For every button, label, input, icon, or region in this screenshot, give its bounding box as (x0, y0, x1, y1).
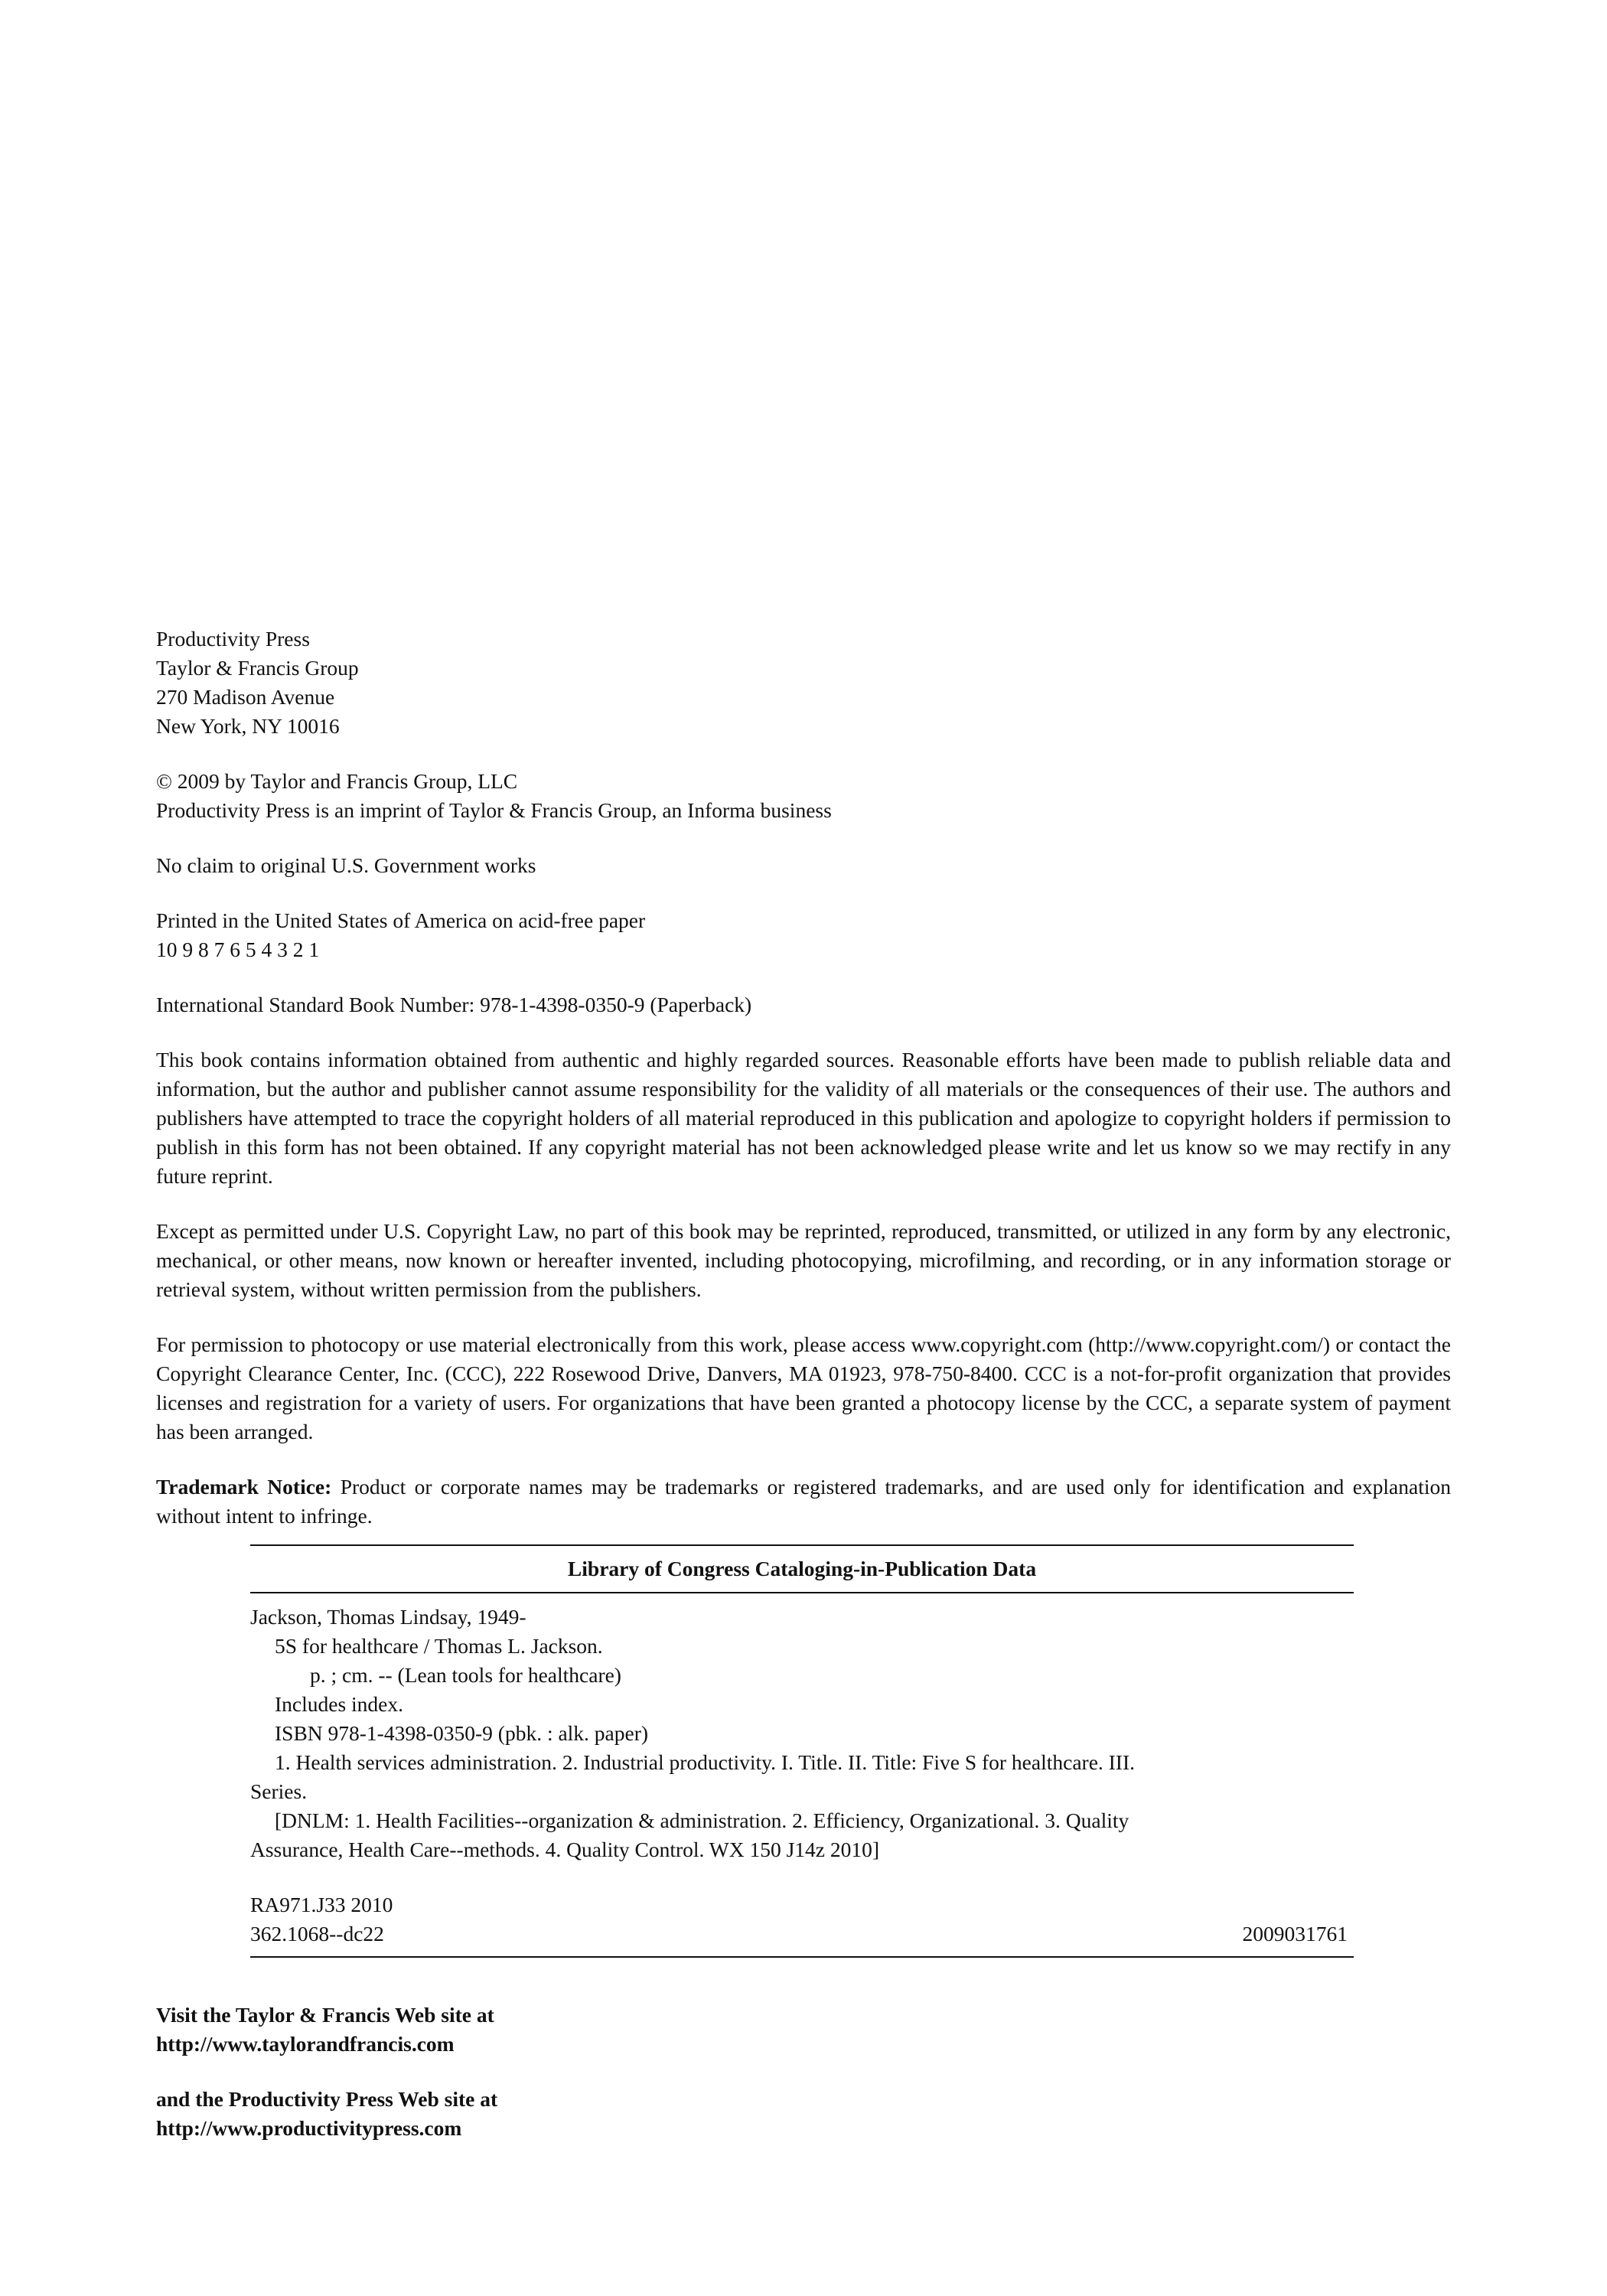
publisher-address (156, 625, 1451, 741)
cip-isbn: ISBN 978-1-4398-0350-9 (pbk. : alk. paper) (275, 1721, 649, 1745)
trademark-notice (156, 1473, 1451, 1531)
cip-subjects: 1. Health services administration. 2. Industrial productivity. I. Title. II. Title: Five S for healthcare. III. (275, 1750, 1135, 1774)
pp-web-label: and the Productivity Press Web site at (156, 2087, 498, 2111)
cip-data-block (250, 1544, 1354, 1958)
publisher-name: Productivity Press (156, 627, 310, 651)
trademark-label: Trademark Notice: (156, 1475, 332, 1499)
printed-in-line: Printed in the United States of America on acid-free paper (156, 908, 646, 932)
cip-dnlm-cont: Assurance, Health Care--methods. 4. Quality Control. WX 150 J14z 2010] (250, 1838, 880, 1861)
copyright-line: © 2009 by Taylor and Francis Group, LLC (156, 769, 518, 793)
cip-bottom-rule (250, 1956, 1354, 1958)
cip-physical: p. ; cm. -- (Lean tools for healthcare) (310, 1663, 621, 1687)
imprint-line: Productivity Press is an imprint of Taylor & Francis Group, an Informa business (156, 798, 832, 822)
pp-web-url: http://www.productivitypress.com (156, 2116, 462, 2140)
isbn-line: International Standard Book Number: 978-1-4398-0350-9 (Paperback) (156, 993, 752, 1016)
copyright-law-paragraph: Except as permitted under U.S. Copyright Law, no part of this book may be reprinted, reproduced, transmitted, or utilized in any form by any electronic, mechanical, or other means, now known or hereafter invented, including photocopying, microfilming, and recording, or in any information storage or retrieval system, without written permission from the publishers. (156, 1219, 1451, 1301)
publisher-group: Taylor & Francis Group (156, 656, 359, 680)
tf-web-url: http://www.taylorandfrancis.com (156, 2032, 455, 2056)
cip-dewey: 362.1068--dc22 (250, 1922, 384, 1945)
cip-subjects-cont: Series. (250, 1779, 308, 1803)
tf-web-label: Visit the Taylor & Francis Web site at (156, 2003, 494, 2027)
cip-author: Jackson, Thomas Lindsay, 1949- (250, 1605, 526, 1629)
printing-info (156, 906, 1451, 964)
cip-heading: Library of Congress Cataloging-in-Publication Data (567, 1557, 1037, 1580)
print-run-line: 10 9 8 7 6 5 4 3 2 1 (156, 938, 320, 961)
cip-lccn: 2009031761 (1242, 1922, 1348, 1945)
permission-paragraph: For permission to photocopy or use material electronically from this work, please access www.copyright.com (http://www.copyright.com/) or contact the Copyright Clearance Center, Inc. (CCC), 222 Rosewood Drive, Danvers, MA 01923, 978-750-8400. CCC is a not-for-profit organization that provides licenses and registration for a variety of users. For organizations that have been granted a photocopy license by the CCC, a separate system of payment has been arranged. (156, 1332, 1451, 1443)
websites (156, 2001, 1451, 2143)
copyright-notice (156, 767, 1451, 825)
copyright-page (156, 625, 1451, 2143)
disclaimer-paragraph: This book contains information obtained from authentic and highly regarded sources. Reasonable efforts have been made to publish reliable data and information, but the author and publisher cannot assume responsibility for the validity of all materials or the consequences of their use. The authors and publishers have attempted to trace the copyright holders of all material reproduced in this publication and apologize to copyright holders if permission to publish in this form has not been obtained. If any copyright material has not been acknowledged please write and let us know so we may rectify in any future reprint. (156, 1048, 1451, 1188)
cip-body (250, 1593, 1354, 1956)
cip-title: 5S for healthcare / Thomas L. Jackson. (275, 1634, 603, 1658)
government-claim: No claim to original U.S. Government works (156, 853, 536, 877)
cip-dewey-row (250, 1919, 1354, 1949)
publisher-street: 270 Madison Avenue (156, 685, 335, 709)
cip-lc-class: RA971.J33 2010 (250, 1893, 393, 1916)
cip-dnlm: [DNLM: 1. Health Facilities--organization & administration. 2. Efficiency, Organizational. 3. Quality (275, 1808, 1129, 1832)
trademark-text: Product or corporate names may be trademarks or registered trademarks, and are used only for identification and explanation without intent to infringe. (156, 1475, 1451, 1528)
publisher-city: New York, NY 10016 (156, 714, 340, 738)
cip-index-note: Includes index. (275, 1692, 404, 1716)
